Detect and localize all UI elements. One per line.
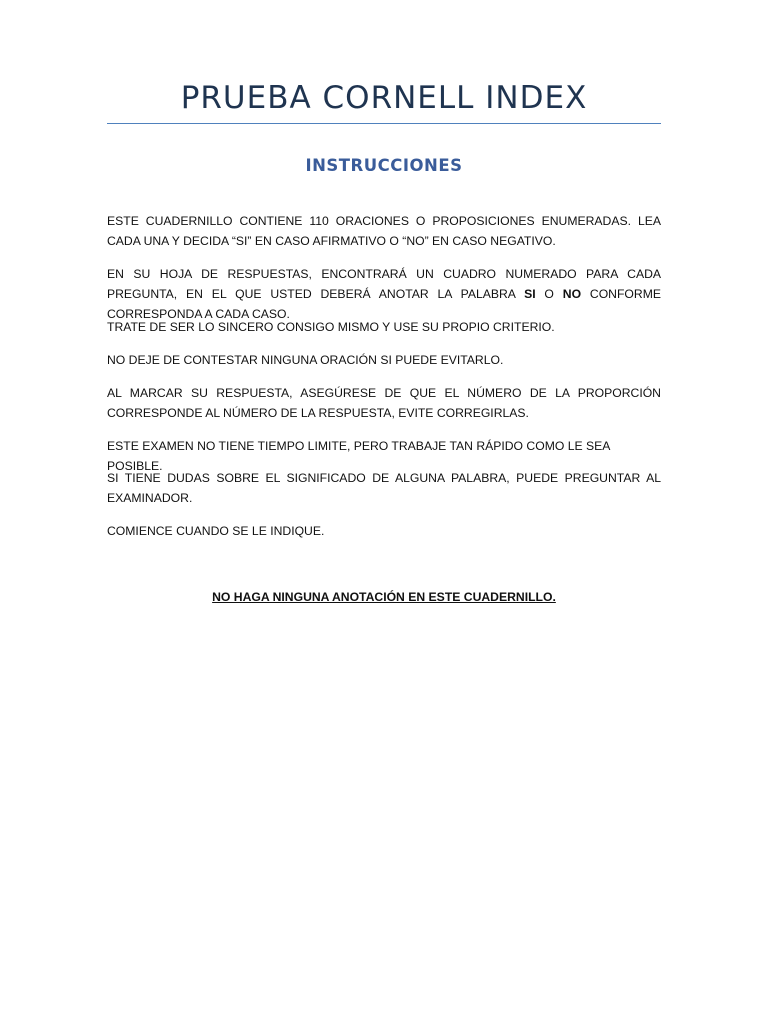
paragraph-2	[107, 264, 661, 324]
paragraph-4: NO DEJE DE CONTESTAR NINGUNA ORACIÓN SI PUEDE EVITARLO.	[107, 353, 504, 367]
paragraph-2-text-after: CONFORME CORRESPONDA A CADA CASO.	[107, 287, 661, 321]
paragraph-6: ESTE EXAMEN NO TIENE TIEMPO LIMITE, PERO TRABAJE TAN RÁPIDO COMO LE SEA POSIBLE.	[107, 439, 610, 473]
paragraph-3: TRATE DE SER LO SINCERO CONSIGO MISMO Y USE SU PROPIO CRITERIO.	[107, 320, 555, 334]
paragraph-2-bold-si: SI	[524, 287, 536, 301]
paragraph-2-text-middle: O	[535, 287, 563, 301]
warning-notice: NO HAGA NINGUNA ANOTACIÓN EN ESTE CUADERNILLO.	[212, 590, 556, 604]
paragraph-2-bold-no: NO	[562, 287, 582, 301]
title-divider	[107, 123, 661, 124]
document-title: PRUEBA CORNELL INDEX	[180, 80, 588, 116]
paragraph-5: AL MARCAR SU RESPUESTA, ASEGÚRESE DE QUE EL NÚMERO DE LA PROPORCIÓN CORRESPONDE AL NÚMERO DE LA RESPUESTA, EVITE CORREGIRLAS.	[107, 386, 661, 420]
instructions-heading: INSTRUCCIONES	[305, 156, 463, 175]
paragraph-7: SI TIENE DUDAS SOBRE EL SIGNIFICADO DE ALGUNA PALABRA, PUEDE PREGUNTAR AL EXAMINADOR.	[107, 471, 661, 505]
paragraph-1: ESTE CUADERNILLO CONTIENE 110 ORACIONES O PROPOSICIONES ENUMERADAS. LEA CADA UNA Y DECIDA “SI” EN CASO AFIRMATIVO O “NO” EN CASO NEGATIVO.	[107, 214, 661, 248]
paragraph-8: COMIENCE CUANDO SE LE INDIQUE.	[107, 524, 325, 538]
paragraph-2-text-before: EN SU HOJA DE RESPUESTAS, ENCONTRARÁ UN CUADRO NUMERADO PARA CADA PREGUNTA, EN EL QUE USTED DEBERÁ ANOTAR LA PALABRA	[107, 267, 661, 301]
